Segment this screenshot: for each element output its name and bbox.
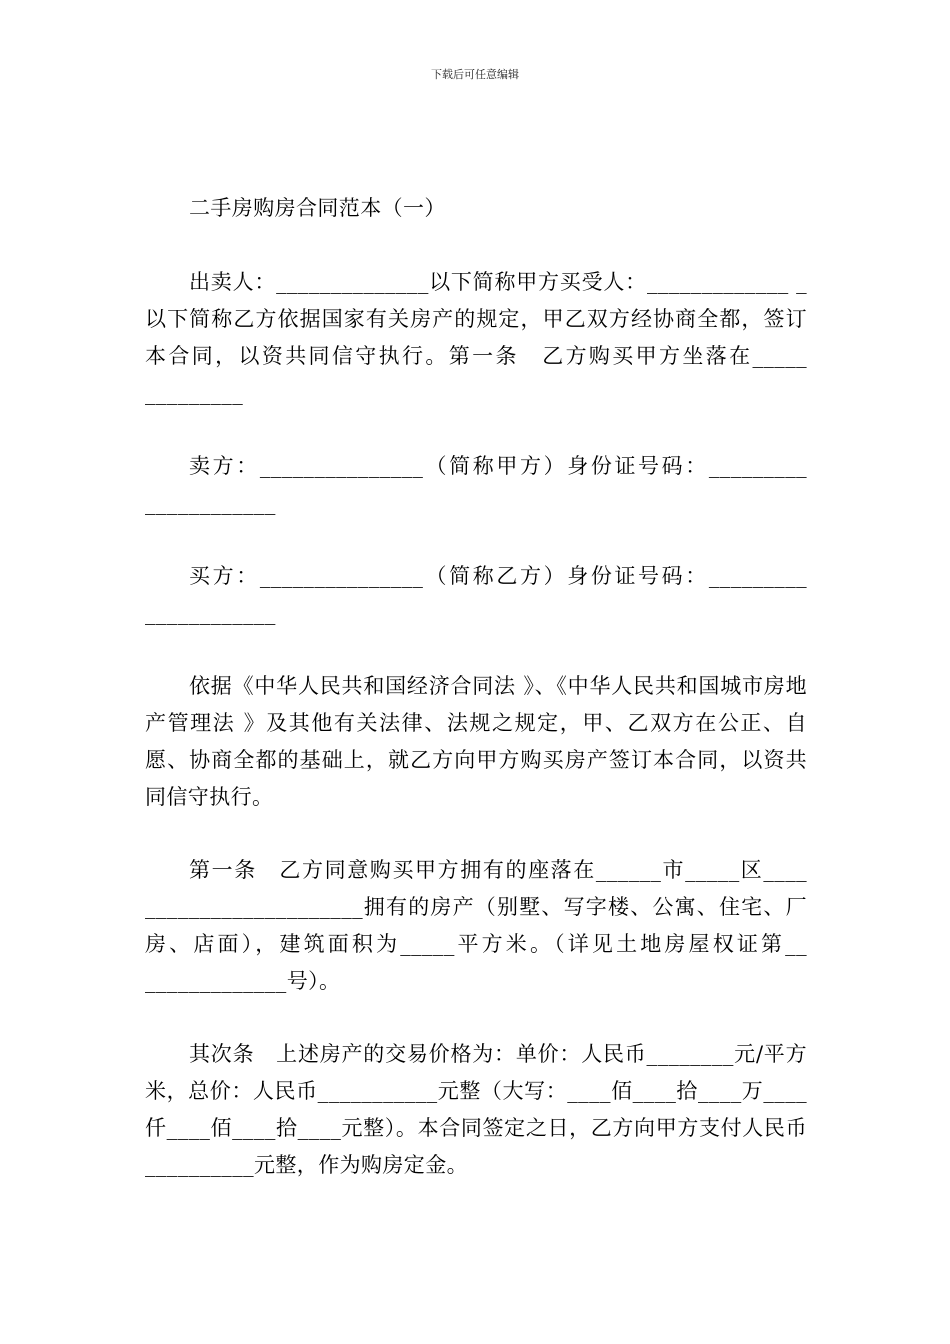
paragraph-legal-basis: 依据《中华人民共和国经济合同法 》、《中华人民共和国城市房地产管理法 》及其他有关法律、法规之规定，甲、乙双方在公正、自愿、协商全都的基础上，就乙方向甲方购买房产签订本合同，以资共同信守执行。: [145, 674, 807, 809]
paragraph-seller-buyer-intro: 出卖人：______________以下简称甲方买受人：_____________ _以下简称乙方依据国家有关房产的规定，甲乙双方经协商全都，签订本合同，以资共同信守执行。第一条 乙方购买甲方坐落在_____ _________: [145, 270, 807, 405]
header-note: 下载后可任意编辑: [431, 68, 519, 81]
document-body: [145, 190, 807, 1220]
paragraph-seller: 卖方：_______________（简称甲方）身份证号码：_________ ____________: [145, 454, 807, 515]
paragraph-article-2: 其次条 上述房产的交易价格为：单价：人民币________元/平方米，总价：人民币___________元整（大写：____佰____拾____万____仟____佰____拾____元整）。本合同签定之日，乙方向甲方支付人民币__________元整，作为购房定金。: [145, 1042, 807, 1177]
paragraph-buyer: 买方：_______________（简称乙方）身份证号码：_________ ____________: [145, 564, 807, 625]
document-title: 二手房购房合同范本（一）: [189, 196, 446, 220]
paragraph-article-1: 第一条 乙方同意购买甲方拥有的座落在______市_____区____ ____________________拥有的房产（别墅、写字楼、公寓、住宅、厂房、店面），建筑面积为_____平方米。（详见土地房屋权证第__ _____________号）。: [145, 858, 807, 993]
